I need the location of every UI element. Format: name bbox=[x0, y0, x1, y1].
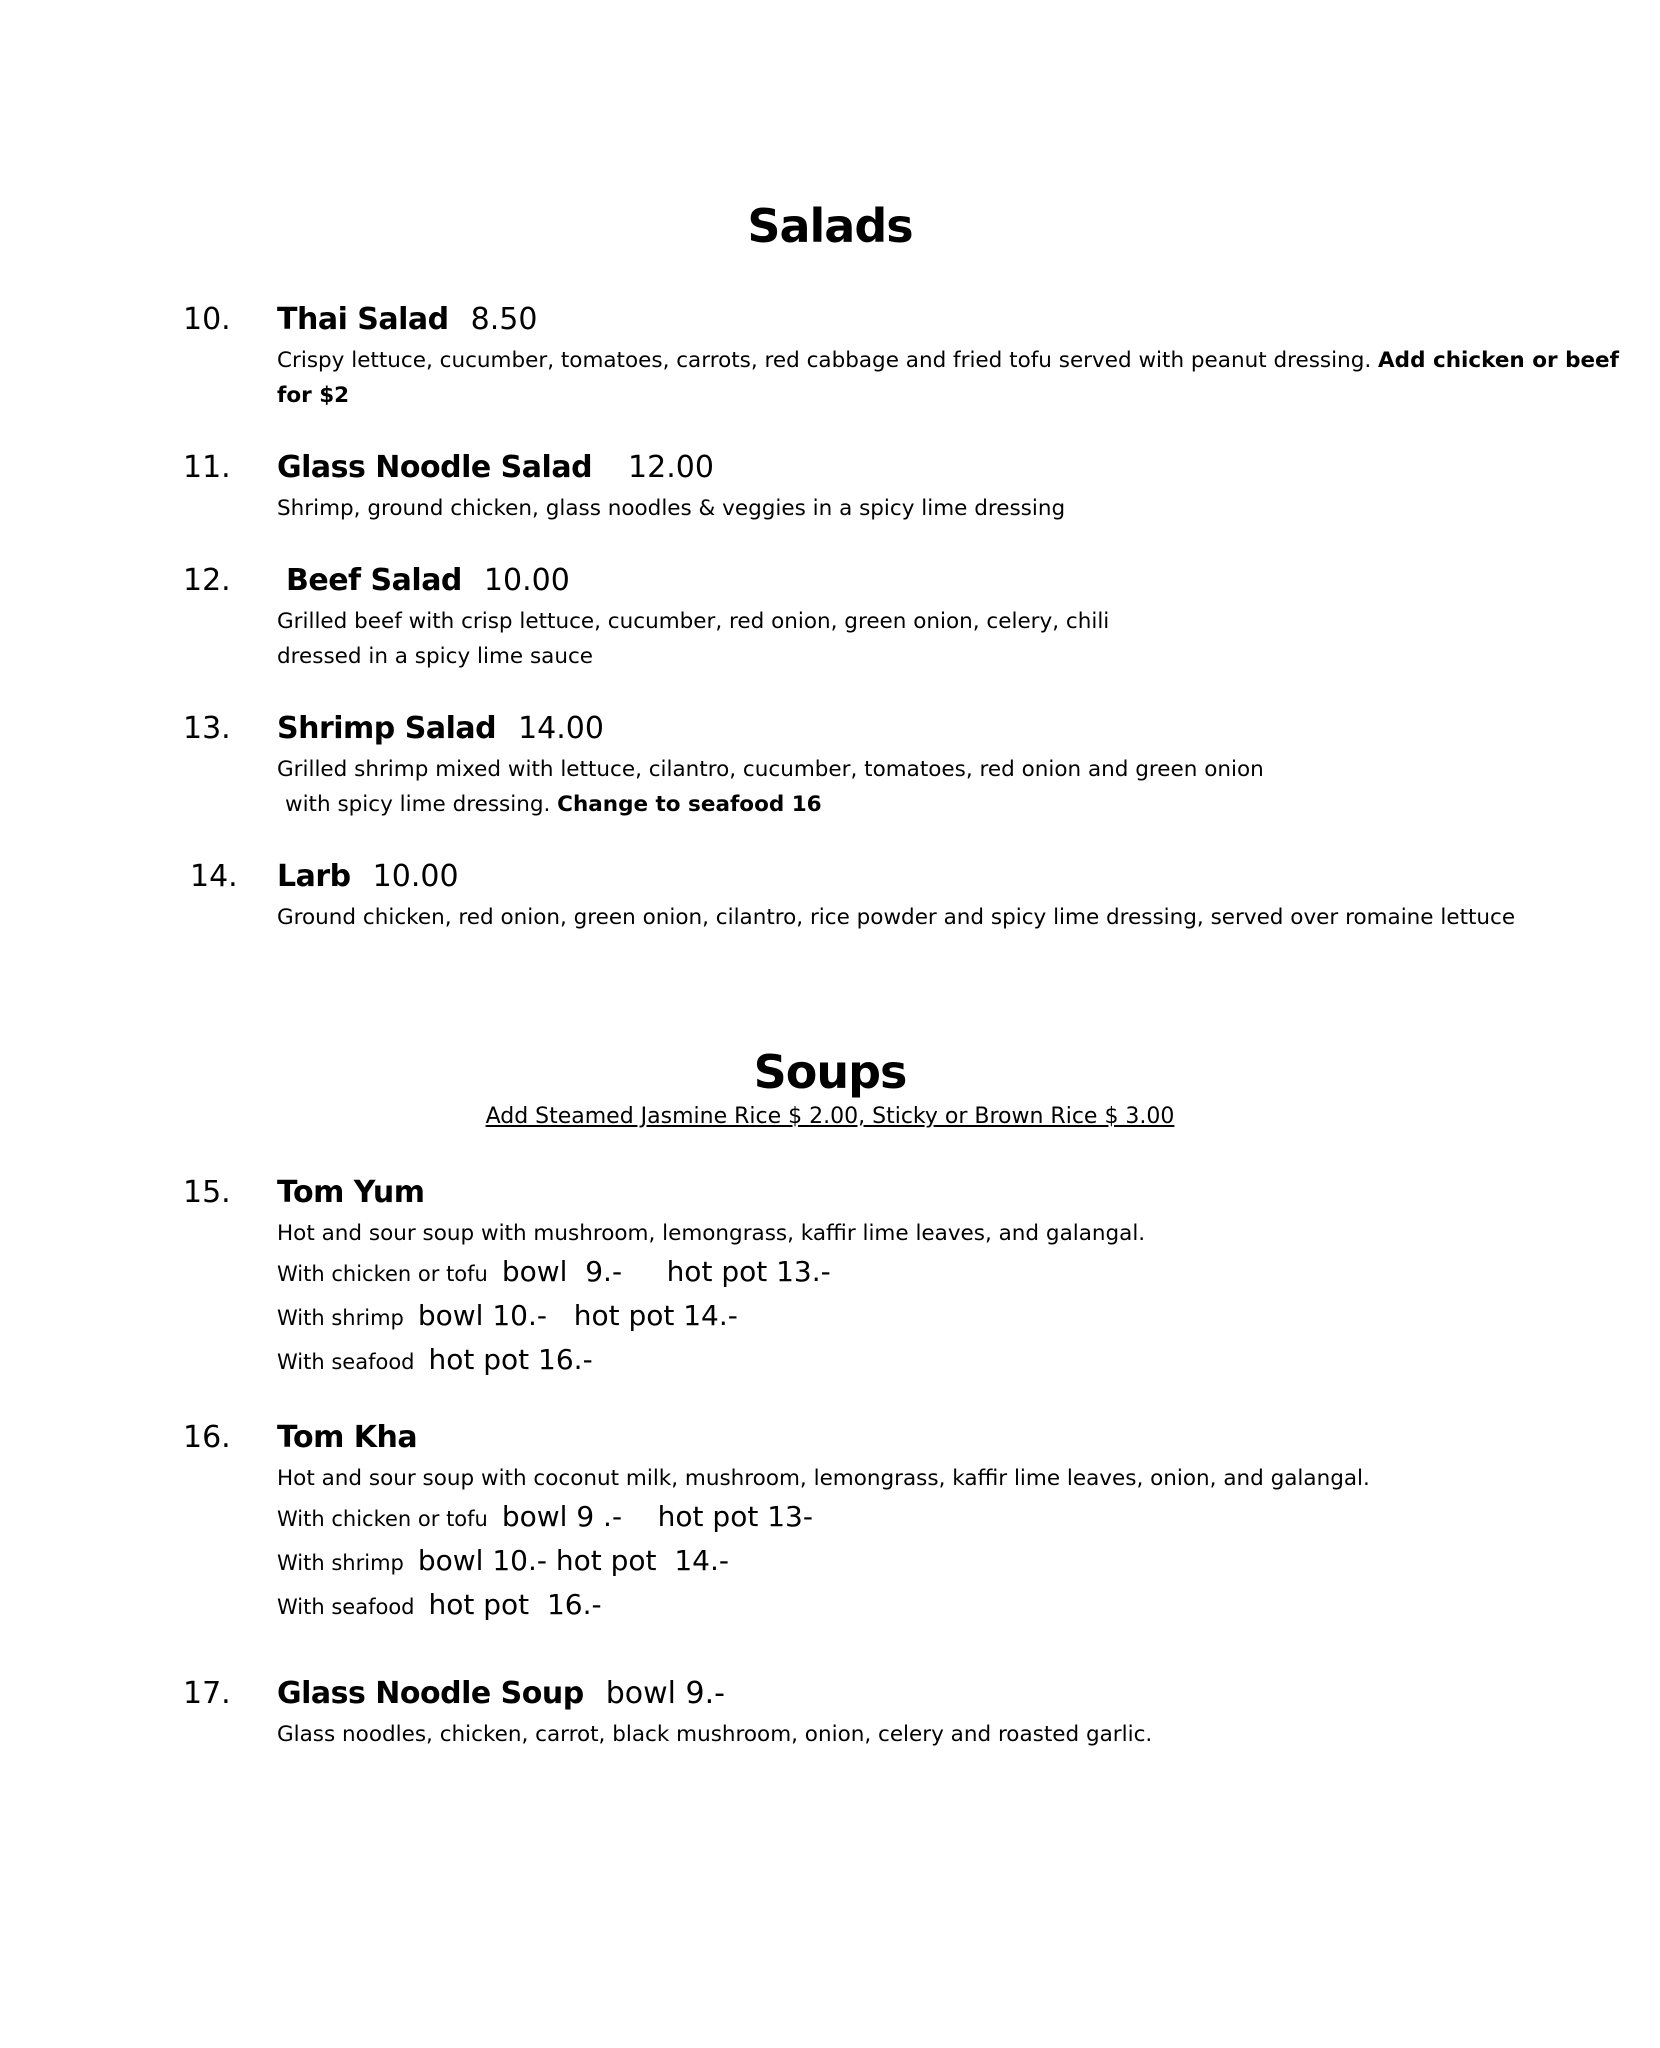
item-heading bbox=[277, 302, 538, 337]
price-option bbox=[277, 1255, 831, 1288]
option-prices: hot pot 16.- bbox=[428, 1343, 593, 1376]
option-prices: hot pot 16.- bbox=[428, 1588, 602, 1621]
option-prices: bowl 10.- hot pot 14.- bbox=[417, 1544, 729, 1577]
desc-text: Ground chicken, red onion, green onion, cilantro, rice powder and spicy lime dressing, served over romaine lettuce bbox=[277, 905, 1516, 930]
item-number: 16. bbox=[183, 1420, 231, 1455]
desc-text: Hot and sour soup with coconut milk, mushroom, lemongrass, kaffir lime leaves, onion, and galangal. bbox=[277, 1466, 1370, 1491]
item-heading bbox=[277, 1420, 418, 1455]
price-option bbox=[277, 1299, 738, 1332]
item-name: Shrimp Salad bbox=[277, 711, 497, 746]
item-number: 14. bbox=[190, 859, 238, 894]
item-heading bbox=[277, 1676, 725, 1711]
item-name: Glass Noodle Salad bbox=[277, 450, 593, 485]
rice-note-text: Add Steamed Jasmine Rice $ 2.00, Sticky or Brown Rice $ 3.00 bbox=[485, 1104, 1175, 1129]
item-description bbox=[277, 752, 1264, 822]
option-label: With chicken or tofu bbox=[277, 1507, 488, 1531]
option-label: With seafood bbox=[277, 1350, 415, 1374]
desc-text: Grilled shrimp mixed with lettuce, cilantro, cucumber, tomatoes, red onion and green onion bbox=[277, 757, 1264, 782]
desc-text: Hot and sour soup with mushroom, lemongrass, kaffir lime leaves, and galangal. bbox=[277, 1221, 1146, 1246]
price-option bbox=[277, 1343, 593, 1376]
desc-addon: Add chicken or beef bbox=[1378, 348, 1619, 373]
price-option bbox=[277, 1544, 729, 1577]
item-name: Thai Salad bbox=[277, 302, 449, 337]
item-name: Tom Yum bbox=[277, 1175, 425, 1210]
desc-text: Grilled beef with crisp lettuce, cucumber, red onion, green onion, celery, chili bbox=[277, 609, 1110, 634]
desc-addon-price: for $2 bbox=[277, 383, 350, 408]
rice-note bbox=[0, 1106, 1660, 1128]
item-heading bbox=[277, 1175, 425, 1210]
item-description bbox=[277, 1216, 1145, 1251]
item-price: 14.00 bbox=[518, 711, 604, 746]
price-option bbox=[277, 1588, 602, 1621]
item-number: 15. bbox=[183, 1175, 231, 1210]
item-name: Larb bbox=[277, 859, 351, 894]
desc-text: with spicy lime dressing. bbox=[285, 792, 551, 817]
item-price: 10.00 bbox=[372, 859, 459, 894]
item-description bbox=[277, 491, 1065, 526]
option-prices: bowl 9 .- hot pot 13- bbox=[501, 1500, 813, 1533]
item-price: 10.00 bbox=[483, 563, 570, 598]
desc-text: Glass noodles, chicken, carrot, black mushroom, onion, celery and roasted garlic. bbox=[277, 1722, 1153, 1747]
item-name: Glass Noodle Soup bbox=[277, 1676, 584, 1711]
item-description bbox=[277, 900, 1515, 935]
item-number: 12. bbox=[183, 563, 231, 598]
item-heading bbox=[277, 859, 459, 894]
item-number: 11. bbox=[183, 450, 231, 485]
item-heading bbox=[277, 711, 604, 746]
item-number: 17. bbox=[183, 1676, 231, 1711]
item-price: bowl 9.- bbox=[605, 1676, 725, 1711]
option-label: With chicken or tofu bbox=[277, 1262, 488, 1286]
price-option bbox=[277, 1500, 813, 1533]
item-heading bbox=[286, 563, 570, 598]
option-label: With seafood bbox=[277, 1595, 415, 1619]
item-number: 10. bbox=[183, 302, 231, 337]
item-description bbox=[277, 604, 1109, 674]
desc-addon: Change to seafood 16 bbox=[557, 792, 822, 817]
salads-title: Salads bbox=[747, 199, 913, 253]
item-price: 8.50 bbox=[470, 302, 538, 337]
desc-text: dressed in a spicy lime sauce bbox=[277, 644, 594, 669]
item-name: Tom Kha bbox=[277, 1420, 418, 1455]
soups-title: Soups bbox=[753, 1045, 907, 1099]
desc-text: Shrimp, ground chicken, glass noodles & veggies in a spicy lime dressing bbox=[277, 496, 1066, 521]
option-prices: bowl 10.- hot pot 14.- bbox=[417, 1299, 738, 1332]
option-prices: bowl 9.- hot pot 13.- bbox=[501, 1255, 831, 1288]
desc-text: Crispy lettuce, cucumber, tomatoes, carrots, red cabbage and fried tofu served with peanut dressing. bbox=[277, 348, 1372, 373]
option-label: With shrimp bbox=[277, 1306, 404, 1330]
item-description bbox=[277, 1461, 1370, 1496]
option-label: With shrimp bbox=[277, 1551, 404, 1575]
item-price: 12.00 bbox=[628, 450, 714, 485]
item-description bbox=[277, 343, 1619, 413]
item-description bbox=[277, 1717, 1152, 1752]
item-heading bbox=[277, 450, 714, 485]
item-name: Beef Salad bbox=[286, 563, 462, 598]
item-number: 13. bbox=[183, 711, 231, 746]
